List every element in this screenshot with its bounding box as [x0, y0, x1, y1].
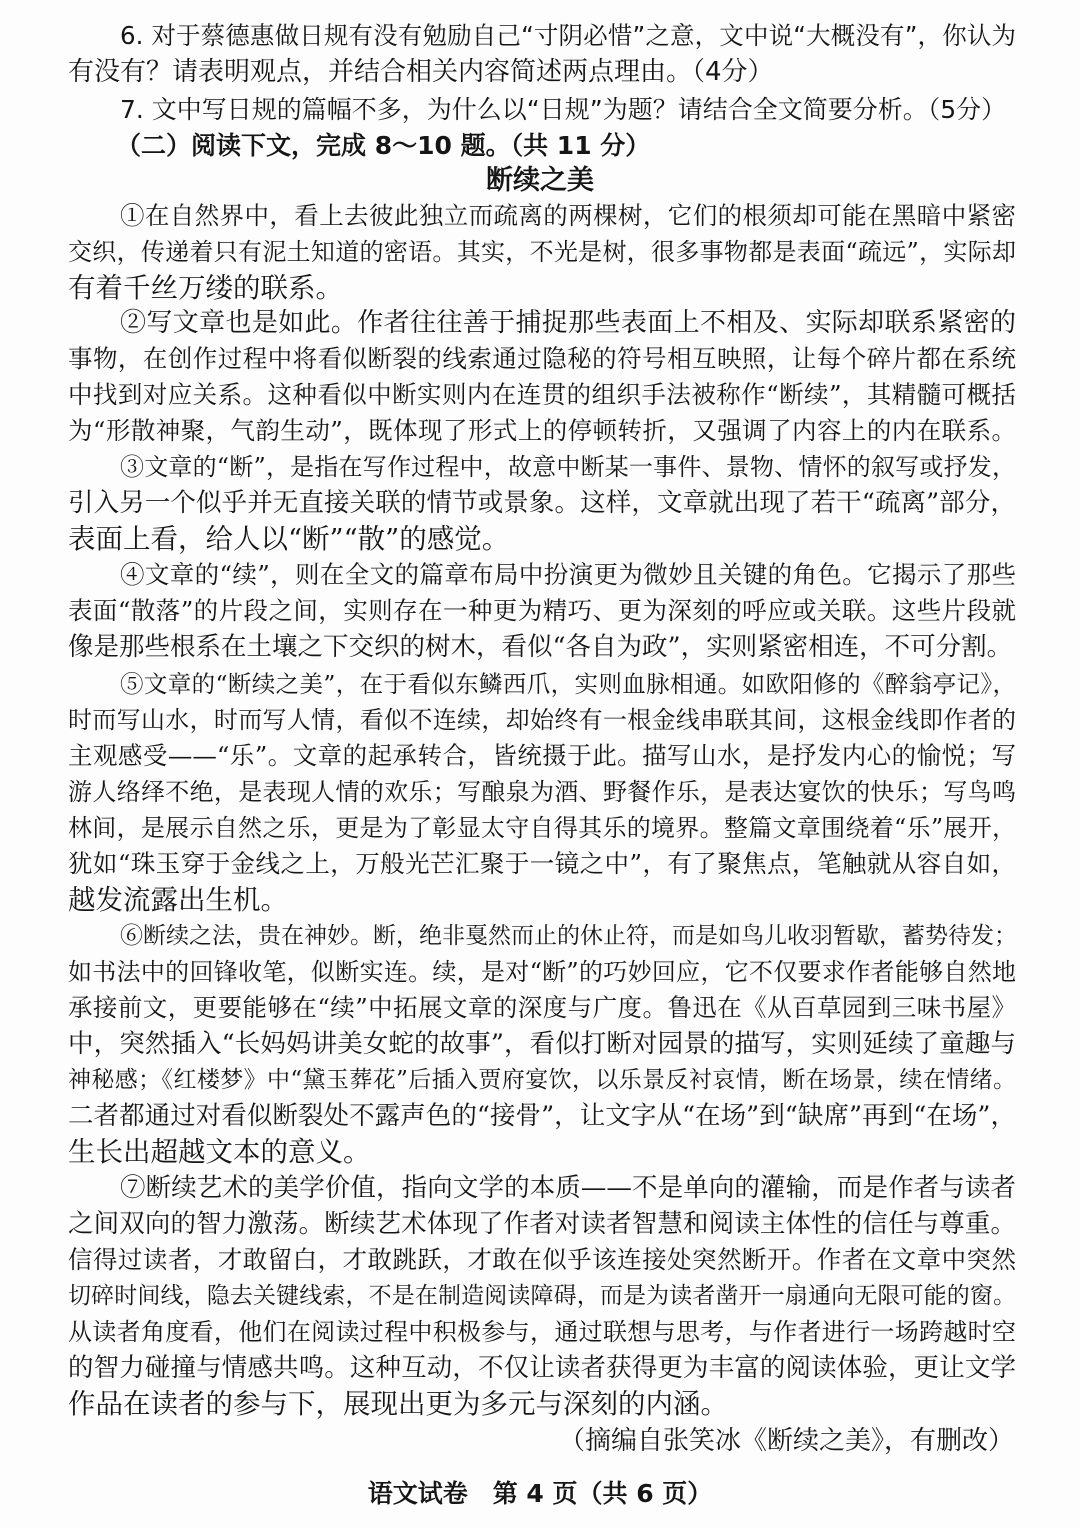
paragraph-5-line-4: 游人络绎不绝，是表现人情的欢乐；写酿泉为酒、野餐作乐，是表达宴饮的快乐；写鸟鸣: [68, 778, 1016, 806]
question-7: 7. 文中写日规的篇幅不多，为什么以“日规”为题？请结合全文简要分析。（5分）: [120, 95, 1007, 124]
paragraph-3-line-1: ③文章的“断”，是指在写作过程中，故意中断某一事件、景物、情怀的叙写或抒发，: [120, 453, 1016, 481]
paragraph-7-line-1: ⑦断续艺术的美学价值，指向文学的本质——不是单向的灌输，而是作者与读者: [120, 1173, 1016, 1203]
paragraph-5-line-1: ⑤文章的“断续之美”，在于看似东鳞西爪，实则血脉相通。如欧阳修的《醉翁亭记》，: [120, 670, 1016, 698]
paragraph-6-line-3: 承接前文，更要能够在“续”中拓展文章的深度与广度。鲁迅在《从百草园到三味书屋》: [68, 993, 1016, 1022]
paragraph-6-line-5: 神秘感；《红楼梦》中“黛玉葬花”后插入贾府宴饮，以乐景反衬哀情，断在场景，续在情绪。: [68, 1067, 1016, 1093]
question-6-line-2: 有没有？请表明观点，并结合相关内容简述两点理由。（4分）: [68, 57, 774, 87]
paragraph-2-line-3: 中找到对应关系。这种看似中断实则内在连贯的组织手法被称作“断续”，其精髓可概括: [68, 380, 1016, 409]
paragraph-1-line-3: 有着千丝万缕的联系。: [68, 272, 343, 304]
paragraph-7-line-2: 之间双向的智力激荡。断续艺术体现了作者对读者智慧和阅读主体性的信任与尊重。: [68, 1209, 1016, 1239]
article-source: （摘编自张笑冰《断续之美》，有删改）: [558, 1426, 1014, 1456]
paragraph-7-line-4: 切碎时间线，隐去关键线索，不是在制造阅读障碍，而是为读者凿开一扇通向无限可能的窗。: [68, 1283, 1016, 1309]
paragraph-7-line-7: 作品在读者的参与下，展现出更为多元与深刻的内涵。: [68, 1388, 728, 1420]
paragraph-1-line-2: 交织，传递着只有泥土知道的密语。其实，不光是树，很多事物都是表面“疏远”，实际却: [68, 238, 1016, 266]
paragraph-5-line-6: 犹如“珠玉穿于金线之上，万般光芒汇聚于一镜之中”，有了聚焦点，笔触就从容自如，: [68, 849, 1016, 878]
paragraph-5-line-3: 主观感受——“乐”。文章的起承转合，皆统摄于此。描写山水，是抒发内心的愉悦；写: [68, 741, 1016, 770]
section-heading: （二）阅读下文，完成 8～10 题。（共 11 分）: [116, 131, 651, 160]
paragraph-4-line-3: 像是那些根系在土壤之下交织的树木，看似“各自为政”，实则紧密相连，不可分割。: [68, 632, 1013, 662]
paragraph-2-line-1: ②写文章也是如此。作者往往善于捕捉那些表面上不相及、实际却联系紧密的: [120, 308, 1016, 338]
page-footer: 语文试卷 第 4 页（共 6 页）: [367, 1479, 713, 1508]
paragraph-3-line-3: 表面上看，给人以“断”“散”的感觉。: [68, 523, 510, 555]
paragraph-6-line-4: 中，突然插入“长妈妈讲美女蛇的故事”，看似打断对园景的描写，实则延续了童趣与: [68, 1029, 1016, 1059]
paragraph-2-line-4: 为“形散神聚，气韵生动”，既体现了形式上的停顿转折，又强调了内容上的内在联系。: [68, 416, 1016, 445]
paragraph-7-line-3: 信得过读者，才敢留白，才敢跳跃，才敢在似乎该连接处突然断开。作者在文章中突然: [68, 1245, 1016, 1274]
paragraph-5-line-7: 越发流露出生机。: [68, 884, 288, 916]
paragraph-6-line-2: 如书法中的回锋收笔，似断实连。续，是对“断”的巧妙回应，它不仅要求作者能够自然地: [68, 958, 1016, 986]
paragraph-7-line-6: 的智力碰撞与情感共鸣。这种互动，不仅让读者获得更为丰富的阅读体验，更让文学: [68, 1353, 1016, 1383]
paragraph-1-line-1: ①在自然界中，看上去彼此独立而疏离的两棵树，它们的根须却可能在黑暗中紧密: [120, 201, 1016, 230]
paragraph-5-line-5: 林间，是展示自然之乐，更是为了彰显太守自得其乐的境界。整篇文章围绕着“乐”展开，: [68, 814, 1016, 842]
paragraph-6-line-1: ⑥断续之法，贵在神妙。断，绝非戛然而止的休止符，而是如鸟儿收羽暂歇，蓄势待发；: [120, 923, 1017, 949]
paragraph-4-line-1: ④文章的“续”，则在全文的篇章布局中扮演更为微妙且关键的角色。它揭示了那些: [120, 560, 1016, 589]
paragraph-5-line-2: 时而写山水，时而写人情，看似不连续，却始终有一根金线串联其间，这根金线即作者的: [68, 706, 1016, 734]
paragraph-6-line-7: 生长出超越文本的意义。: [68, 1136, 371, 1168]
question-6-line-1: 6. 对于蔡德惠做日规有没有勉励自己“寸阴必惜”之意，文中说“大概没有”，你认为: [120, 21, 1016, 50]
paragraph-2-line-2: 事物，在创作过程中将看似断裂的线索通过隐秘的符号相互映照，让每个碎片都在系统: [68, 344, 1016, 373]
paragraph-4-line-2: 表面“散落”的片段之间，实则存在一种更为精巧、更为深刻的呼应或关联。这些片段就: [68, 596, 1016, 625]
paragraph-3-line-2: 引入另一个似乎并无直接关联的情节或景象。这样，文章就出现了若干“疏离”部分，: [68, 488, 1016, 518]
paragraph-6-line-6: 二者都通过对看似断裂处不露声色的“接骨”，让文字从“在场”到“缺席”再到“在场”，: [68, 1101, 1016, 1131]
article-title: 断续之美: [486, 165, 594, 196]
paragraph-7-line-5: 从读者角度看，他们在阅读过程中积极参与，通过联想与思考，与作者进行一场跨越时空: [68, 1318, 1016, 1346]
